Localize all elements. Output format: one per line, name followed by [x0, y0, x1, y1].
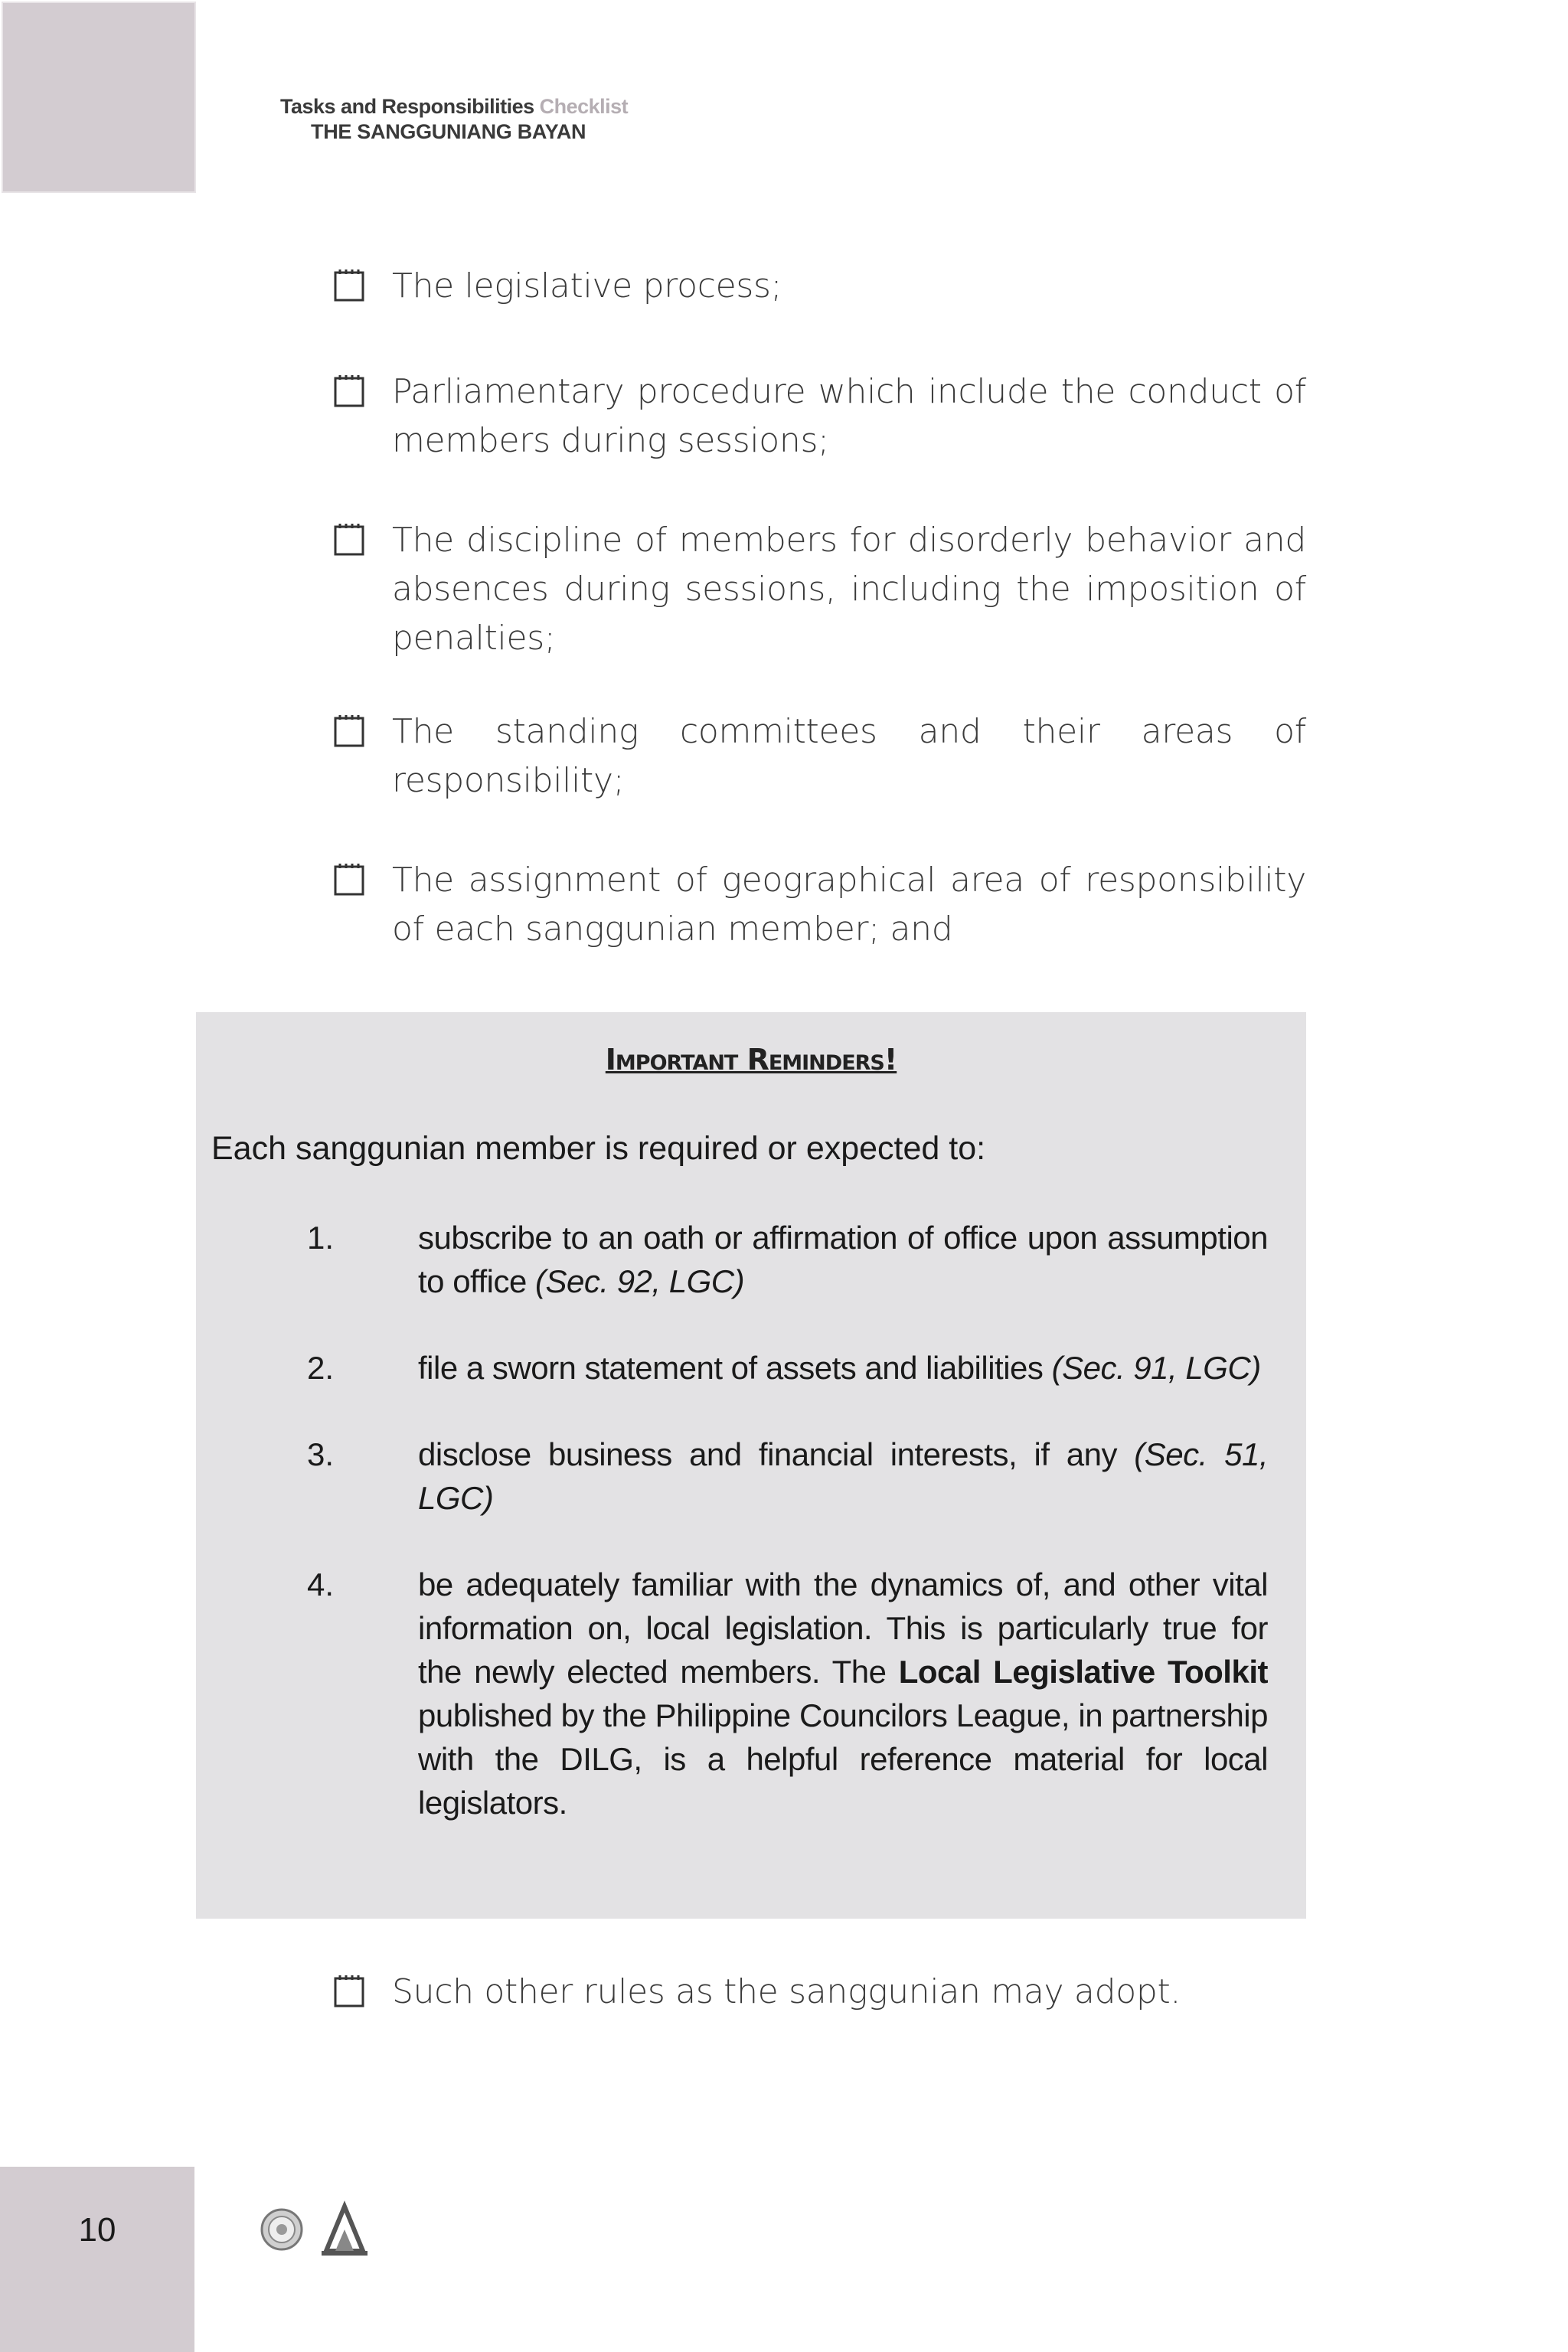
list-item-body-continued: published by the Philippine Councilors League, in partnership with the DILG, is a helpful reference material for local legislators.	[418, 1697, 1268, 1821]
list-item-number: 4.	[306, 1566, 334, 1602]
corner-block-top	[2, 2, 196, 193]
header-title	[280, 95, 628, 119]
checkbox-icon[interactable]	[334, 268, 364, 302]
list-item	[273, 1563, 1268, 1824]
list-item	[273, 1216, 1268, 1303]
corner-block-bottom	[0, 2167, 194, 2352]
list-item-text	[418, 1432, 1268, 1520]
checklist-item	[334, 1968, 1306, 2017]
checklist-item-text: The assignment of geographical area of responsibility of each sanggunian member; and	[392, 861, 1306, 949]
list-item-number: 2.	[306, 1350, 334, 1386]
list-item-number: 1.	[306, 1220, 334, 1256]
checkbox-icon[interactable]	[334, 374, 364, 407]
checkbox-icon[interactable]	[334, 862, 364, 896]
checkbox-icon[interactable]	[334, 1974, 364, 2007]
page-header	[280, 95, 628, 144]
checklist-item	[334, 707, 1306, 805]
reminders-intro: Each sanggunian member is required or expected to:	[211, 1130, 986, 1167]
list-item-text	[418, 1346, 1268, 1390]
list-item-body: be adequately familiar with the dynamics of, and other vital information on, local legislation. This is particularly true for the newly elected members. The	[418, 1566, 1268, 1690]
important-reminders-box	[196, 1012, 1306, 1919]
seal-logo-icon	[262, 2210, 302, 2249]
checklist-item-text: The discipline of members for disorderly behavior and absences during sessions, including the imposition of penalties;	[392, 521, 1306, 658]
reminders-list	[273, 1216, 1268, 1867]
footer-logos	[259, 2199, 381, 2268]
list-item-text	[418, 1216, 1268, 1303]
checklist-item-text: The standing committees and their areas of responsibility;	[392, 712, 1306, 800]
checklist-item	[334, 856, 1306, 954]
checklist-item	[334, 262, 1306, 311]
list-item-text	[418, 1563, 1268, 1824]
header-title-accent: Checklist	[539, 95, 629, 118]
checkbox-icon[interactable]	[334, 522, 364, 556]
triangle-logo-icon	[322, 2207, 368, 2256]
reminders-title: Important Reminders!	[605, 1043, 897, 1076]
list-item-number: 3.	[306, 1436, 334, 1472]
toolkit-title: Local Legislative Toolkit	[898, 1654, 1268, 1690]
list-item	[273, 1346, 1268, 1390]
list-item-body: subscribe to an oath or affirmation of office upon assumption to office	[418, 1220, 1268, 1299]
list-item-body: disclose business and financial interests, if any	[418, 1436, 1117, 1472]
checklist-item-text: Such other rules as the sanggunian may adopt.	[392, 1972, 1181, 2011]
header-subtitle: THE SANGGUNIANG BAYAN	[311, 120, 586, 143]
checklist-item	[334, 516, 1306, 663]
list-item-citation: (Sec. 51, LGC)	[418, 1436, 1268, 1516]
list-item-body: file a sworn statement of assets and liabilities	[418, 1350, 1044, 1386]
checklist-item-text: The legislative process;	[392, 266, 782, 305]
checkbox-icon[interactable]	[334, 714, 364, 747]
checklist-item	[334, 368, 1306, 466]
list-item-citation: (Sec. 91, LGC)	[1051, 1350, 1261, 1386]
page-number: 10	[78, 2211, 116, 2249]
header-title-main: Tasks and Responsibilities	[280, 95, 534, 118]
list-item-citation: (Sec. 92, LGC)	[535, 1263, 745, 1299]
checklist-item-text: Parliamentary procedure which include the conduct of members during sessions;	[392, 372, 1306, 460]
list-item	[273, 1432, 1268, 1520]
